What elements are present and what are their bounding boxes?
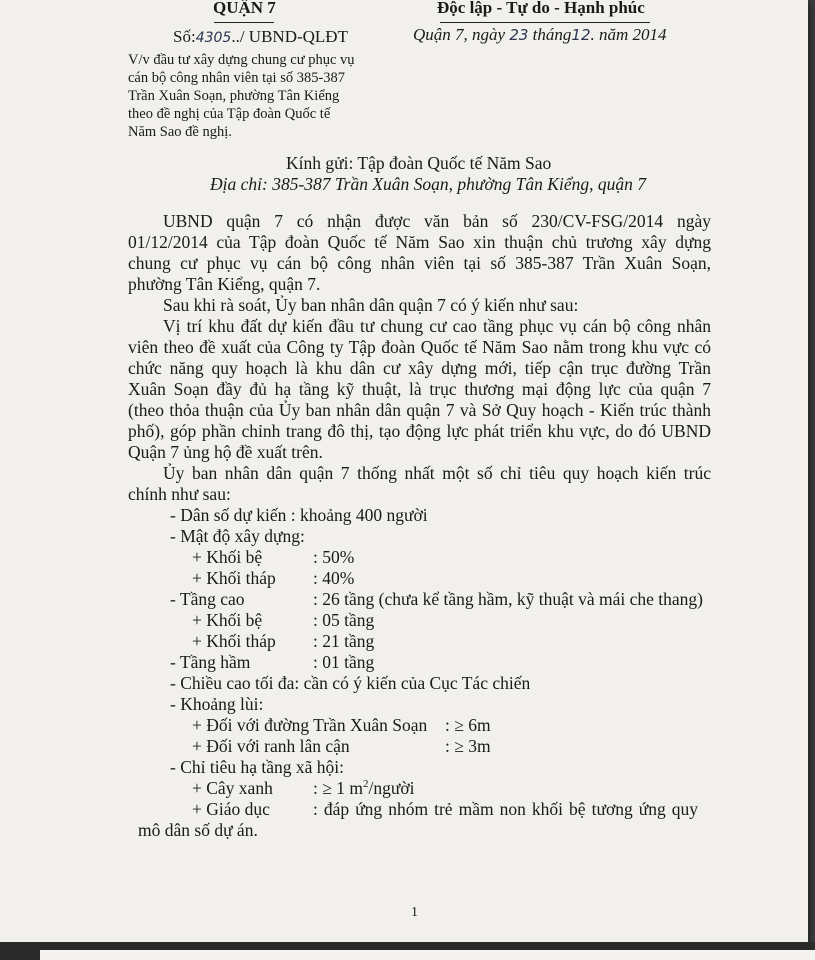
para3-line: (theo thỏa thuận của Ủy ban nhân dân quận 7 và Sở Quy hoạch - Kiến trúc thành bbox=[128, 400, 711, 420]
date-month: 12 bbox=[571, 26, 591, 44]
item-tc-khoi-be-value: : 05 tầng bbox=[313, 610, 375, 630]
cay-xanh-superscript: 2 bbox=[362, 778, 369, 791]
item-kl-ranh-label: + Đối với ranh lân cận bbox=[192, 736, 350, 756]
document-number bbox=[173, 27, 348, 47]
para1-line: chung cư phục vụ cán bộ công nhân viên tại số 385-387 Trần Xuân Soạn, bbox=[128, 253, 711, 273]
para1-line: UBND quận 7 có nhận được văn bản số 230/CV-FSG/2014 ngày bbox=[163, 211, 711, 231]
recipient-to: Kính gửi: Tập đoàn Quốc tế Năm Sao bbox=[286, 153, 552, 173]
item-tang-ham-label: - Tầng hầm bbox=[170, 652, 251, 672]
subject-line: Năm Sao đề nghị. bbox=[128, 124, 232, 140]
subject-line: theo đề nghị của Tập đoàn Quốc tế bbox=[128, 106, 331, 122]
cay-xanh-unit: /người bbox=[368, 778, 415, 798]
item-dan-so: - Dân số dự kiến : khoảng 400 người bbox=[170, 505, 428, 525]
item-khoang-lui: - Khoảng lùi: bbox=[170, 694, 264, 714]
para4-line: chính như sau: bbox=[128, 484, 231, 504]
item-khoi-thap-value: : 40% bbox=[313, 568, 355, 588]
item-kl-duong-value: : ≥ 6m bbox=[445, 715, 491, 735]
date-day: 23 bbox=[509, 26, 529, 44]
para3-line: Vị trí khu đất dự kiến đầu tư chung cư cao tầng phục vụ cán bộ công nhân bbox=[163, 316, 711, 336]
para3-line: Xuân Soạn đầy đủ hạ tầng kỹ thuật, là trục thương mại động lực của quận 7 bbox=[128, 379, 711, 399]
para3-line: Quận 7 ủng hộ đề xuất trên. bbox=[128, 442, 323, 462]
item-khoi-be-label: + Khối bệ bbox=[192, 547, 263, 567]
item-khoi-be-value: : 50% bbox=[313, 547, 355, 567]
date-year: . năm 2014 bbox=[590, 25, 667, 44]
subject-line: V/v đầu tư xây dựng chung cư phục vụ bbox=[128, 52, 355, 68]
item-tc-khoi-be-label: + Khối bệ bbox=[192, 610, 263, 630]
motto-underline bbox=[440, 22, 650, 23]
item-tang-cao-value: : 26 tầng (chưa kể tầng hầm, kỹ thuật và mái che thang) bbox=[313, 589, 703, 609]
subject-line: cán bộ công nhân viên tại số 385-387 bbox=[128, 70, 346, 86]
item-khoi-thap-label: + Khối tháp bbox=[192, 568, 276, 588]
para3-line: phố), góp phần chỉnh trang đô thị, tạo động lực phát triển khu vực, do đó UBND bbox=[128, 421, 711, 441]
item-giao-duc-continued: mô dân số dự án. bbox=[138, 820, 258, 840]
subject-line: Trần Xuân Soạn, phường Tân Kiểng bbox=[128, 88, 340, 104]
page-number: 1 bbox=[411, 905, 418, 920]
item-tc-khoi-thap-label: + Khối tháp bbox=[192, 631, 276, 651]
item-cay-xanh-value bbox=[313, 778, 414, 799]
item-chi-tieu: - Chỉ tiêu hạ tầng xã hội: bbox=[170, 757, 344, 777]
date-month-word: tháng bbox=[532, 25, 572, 44]
recipient-address: Địa chỉ: 385-387 Trần Xuân Soạn, phường Tân Kiểng, quận 7 bbox=[210, 174, 646, 194]
document-date bbox=[413, 25, 667, 45]
doc-no-handwritten: 4305 bbox=[195, 30, 232, 46]
authority-underline bbox=[214, 22, 274, 23]
item-tang-ham-value: : 01 tầng bbox=[313, 652, 375, 672]
item-tc-khoi-thap-value: : 21 tầng bbox=[313, 631, 375, 651]
date-prefix: Quận 7, ngày bbox=[413, 25, 506, 44]
para3-line: viên theo đề xuất của Công ty Tập đoàn Quốc tế Năm Sao nằm trong khu vực có bbox=[128, 337, 711, 357]
item-kl-ranh-value: : ≥ 3m bbox=[445, 736, 491, 756]
para3-line: chức năng quy hoạch là khu dân cư xây dựng mới, tiếp cận trục đường Trần bbox=[128, 358, 711, 378]
doc-no-suffix: ../ UBND-QLĐT bbox=[231, 27, 348, 46]
motto: Độc lập - Tự do - Hạnh phúc bbox=[437, 0, 645, 17]
item-tang-cao-label: - Tầng cao bbox=[170, 589, 245, 609]
cay-xanh-value-main: : ≥ 1 m bbox=[313, 778, 363, 798]
next-page-edge bbox=[0, 942, 815, 960]
item-cay-xanh-label: + Cây xanh bbox=[192, 778, 273, 798]
item-giao-duc-label: + Giáo dục bbox=[192, 799, 270, 819]
item-kl-duong-label: + Đối với đường Trần Xuân Soạn bbox=[192, 715, 428, 735]
para2: Sau khi rà soát, Ủy ban nhân dân quận 7 có ý kiến như sau: bbox=[163, 295, 579, 315]
authority-name: QUẬN 7 bbox=[213, 0, 276, 17]
doc-no-prefix: Số: bbox=[173, 27, 196, 46]
item-mat-do: - Mật độ xây dựng: bbox=[170, 526, 305, 546]
item-chieu-cao: - Chiều cao tối đa: cần có ý kiến của Cục Tác chiến bbox=[170, 673, 531, 693]
para1-line: phường Tân Kiểng, quận 7. bbox=[128, 274, 321, 294]
para1-line: 01/12/2014 của Tập đoàn Quốc tế Năm Sao xin thuận chủ trương xây dựng bbox=[128, 232, 711, 252]
next-page-sheet bbox=[40, 950, 815, 960]
item-giao-duc-value: : đáp ứng nhóm trẻ mầm non khối bệ tương ứng quy bbox=[313, 799, 698, 819]
para4-line: Ủy ban nhân dân quận 7 thống nhất một số chỉ tiêu quy hoạch kiến trúc bbox=[163, 463, 711, 483]
